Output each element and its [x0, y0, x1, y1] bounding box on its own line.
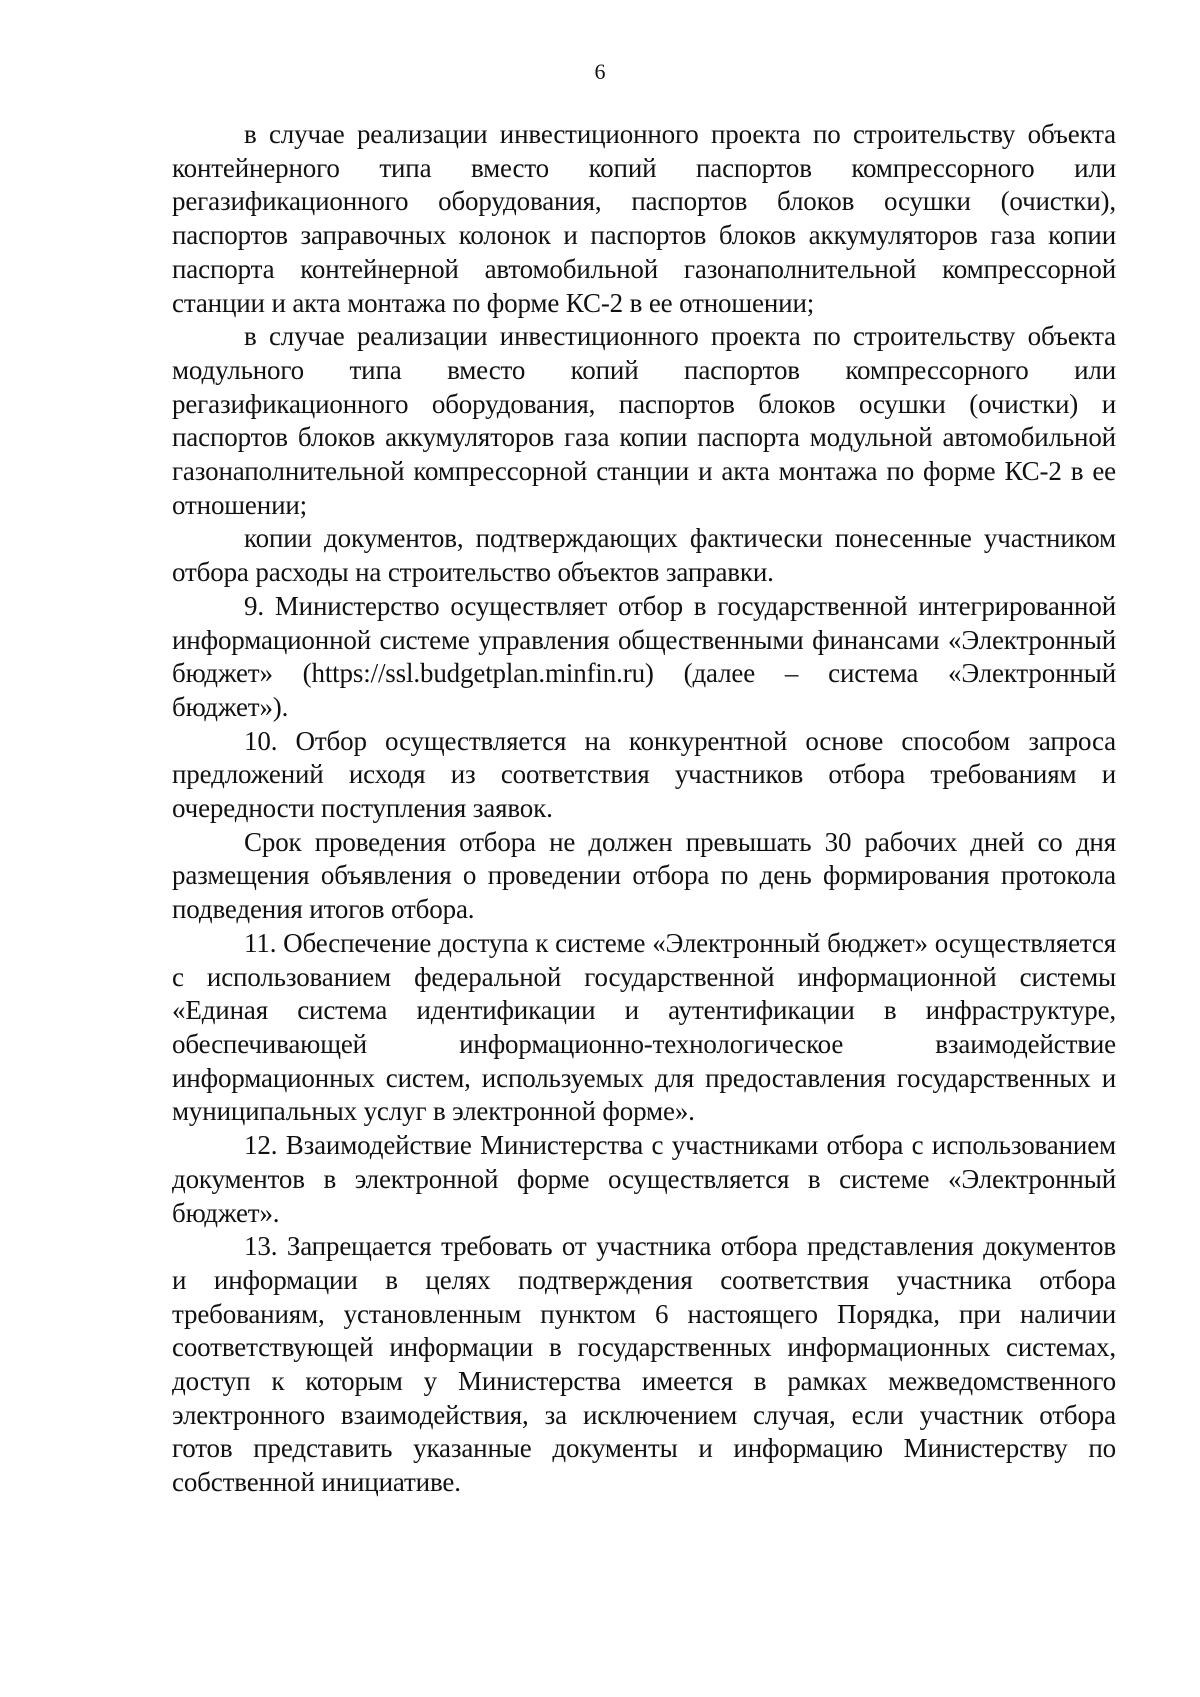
- paragraph-item-13: 13. Запрещается требовать от участника отбора представления документов и информации в целях подтверждения соответствия участника отбора требованиям, установленным пунктом 6 настоящего Порядка, при наличии соответствующей информации в государственных информационных системах, доступ к которым у Министерства имеется в рамках межведомственного электронного взаимодействия, за исключением случая, если участник отбора готов представить указанные документы и информацию Министерству по собственной инициативе.: [172, 1231, 1116, 1498]
- paragraph-item-10: 10. Отбор осуществляется на конкурентной основе способом запроса предложений исходя из соответствия участников отбора требованиям и очередности поступления заявок.: [172, 725, 1116, 824]
- page-number: 6: [594, 59, 606, 84]
- document-body: [172, 118, 1116, 1500]
- paragraph-container-type-case: в случае реализации инвестиционного проекта по строительству объекта контейнерного типа вместо копий паспортов компрессорного или регазификационного оборудования, паспортов блоков осушки (очистки), паспортов заправочных колонок и паспортов блоков аккумуляторов газа копии паспорта контейнерной автомобильной газонаполнительной компрессорной станции и акта монтажа по форме КС-2 в ее отношении;: [172, 119, 1116, 318]
- paragraph-item-11: 11. Обеспечение доступа к системе «Электронный бюджет» осуществляется с использованием федеральной государственной информационной системы «Единая система идентификации и аутентификации в инфраструктуре, обеспечивающей информационно-технологическое взаимодействие информационных систем, используемых для предоставления государственных и муниципальных услуг в электронной форме».: [172, 927, 1116, 1127]
- paragraph-selection-term: Срок проведения отбора не должен превышать 30 рабочих дней со дня размещения объявления о проведении отбора по день формирования протокола подведения итогов отбора.: [172, 826, 1116, 925]
- paragraph-item-9: 9. Министерство осуществляет отбор в государственной интегрированной информационной системе управления общественными финансами «Электронный бюджет» (https://ssl.budgetplan.minfin.ru) (далее – система «Электронный бюджет»).: [172, 590, 1116, 722]
- paragraph-item-12: 12. Взаимодействие Министерства с участниками отбора с использованием документов в электронной форме осуществляется в системе «Электронный бюджет».: [172, 1130, 1116, 1228]
- paragraph-expense-documents: копии документов, подтверждающих фактически понесенные участником отбора расходы на строительство объектов заправки.: [172, 523, 1116, 588]
- paragraph-modular-type-case: в случае реализации инвестиционного проекта по строительству объекта модульного типа вместо копий паспортов компрессорного или регазификационного оборудования, паспортов блоков осушки (очистки) и паспортов блоков аккумуляторов газа копии паспорта модульной автомобильной газонаполнительной компрессорной станции и акта монтажа по форме КС-2 в ее отношении;: [172, 321, 1116, 520]
